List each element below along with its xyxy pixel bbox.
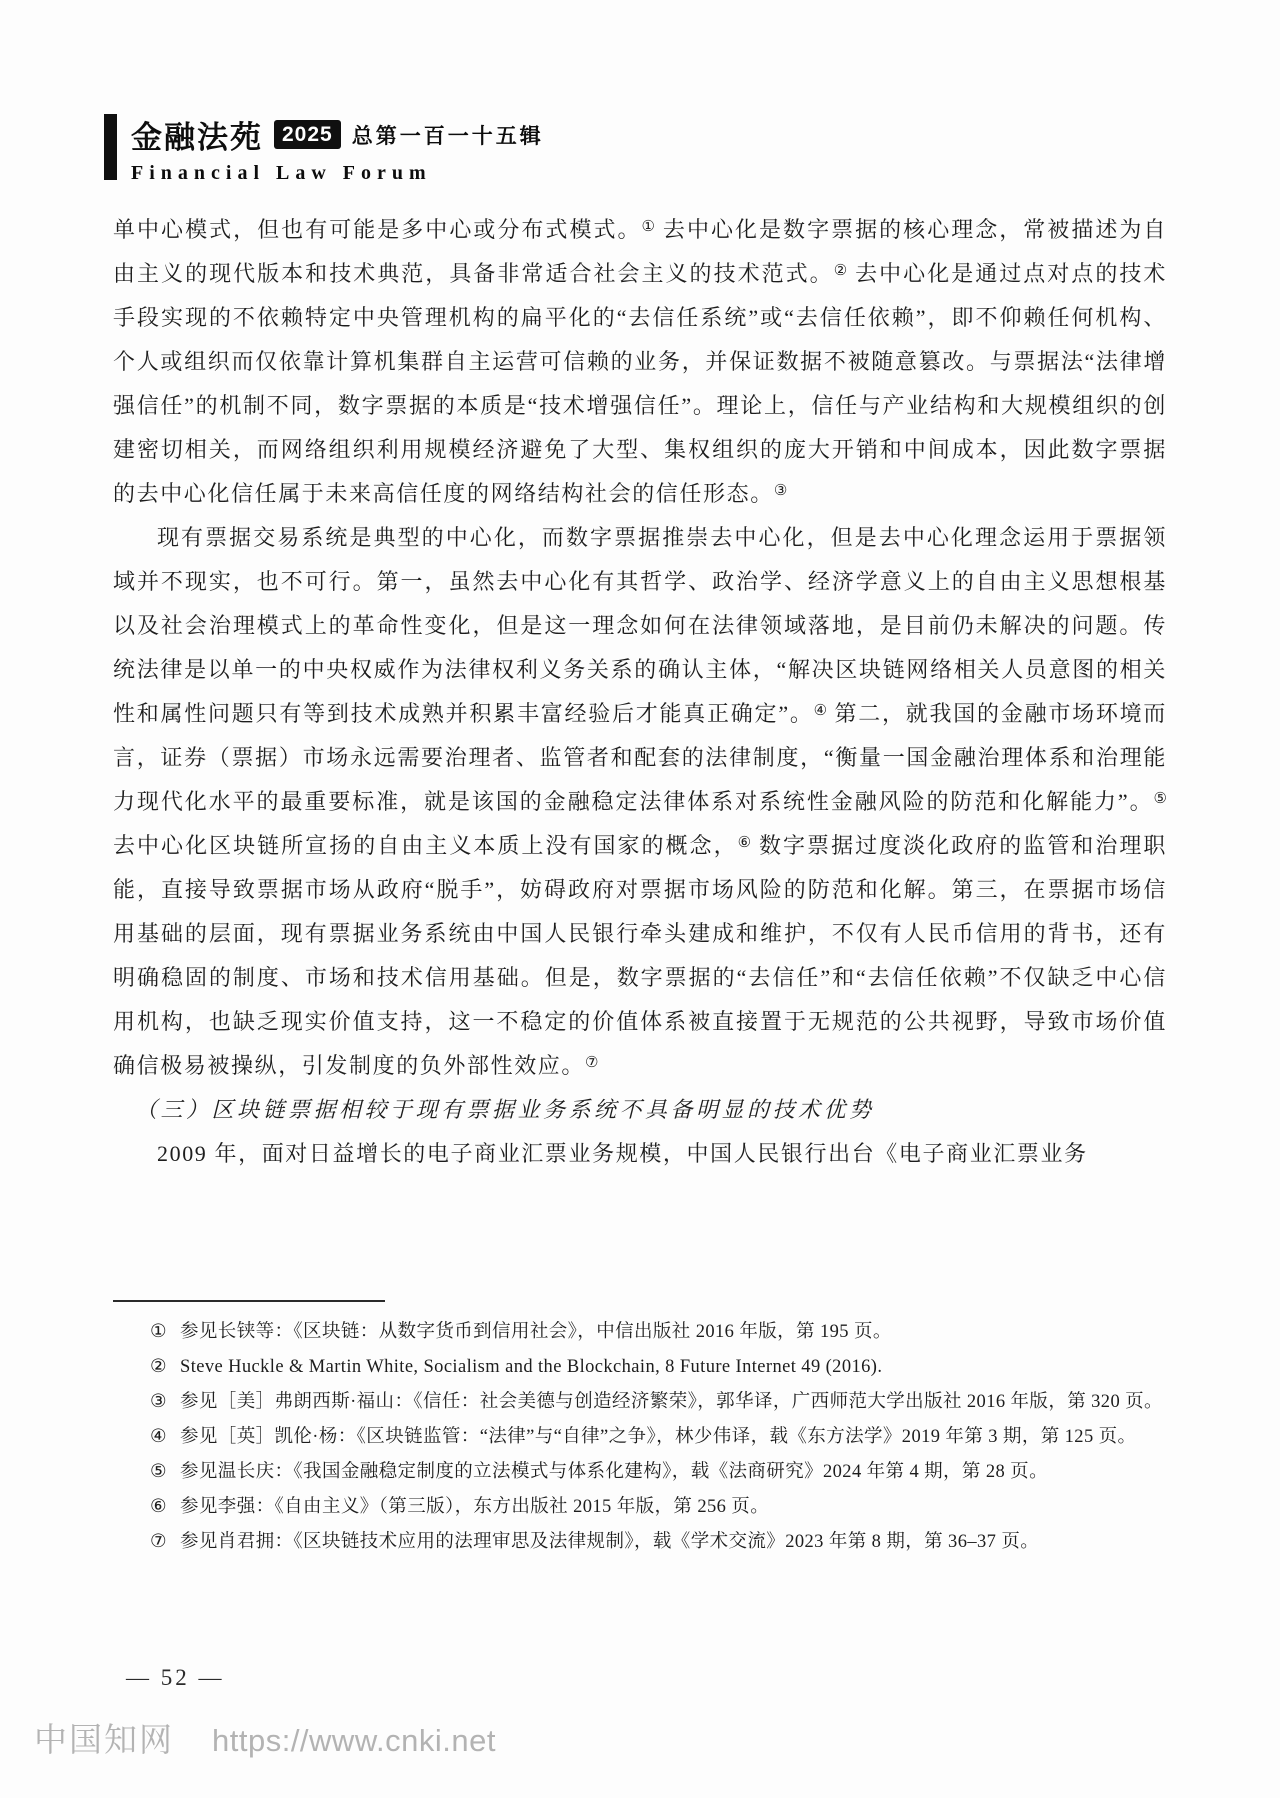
footnote-ref: ⑥	[737, 835, 752, 851]
page-header	[104, 112, 544, 185]
cnki-watermark	[34, 1714, 496, 1761]
footnote-list	[113, 1315, 1167, 1560]
footnote-number: ③	[150, 1392, 167, 1412]
footnote: ③ 参见［美］弗朗西斯·福山：《信任：社会美德与创造经济繁荣》，郭华译，广西师范大学出版社 2016 年版，第 320 页。	[150, 1392, 1163, 1412]
article-body	[113, 208, 1167, 1176]
footnote: ① 参见长铗等：《区块链：从数字货币到信用社会》，中信出版社 2016 年版，第 195 页。	[150, 1322, 892, 1342]
header-accent-bar	[104, 114, 117, 180]
footnote: ⑥ 参见李强：《自由主义》（第三版），东方出版社 2015 年版，第 256 页。	[150, 1497, 770, 1517]
footnote-ref: ③	[773, 483, 788, 499]
header-text	[131, 112, 544, 185]
section-heading: （三）区块链票据相较于现有票据业务系统不具备明显的技术优势	[135, 1097, 875, 1122]
footnote-number: ②	[150, 1357, 167, 1377]
footnote: ⑦ 参见肖君拥：《区块链技术应用的法理审思及法律规制》，载《学术交流》2023 年第 8 期，第 36–37 页。	[150, 1532, 1040, 1552]
watermark-site-url: https://www.cnki.net	[212, 1723, 496, 1758]
body-paragraph: 单中心模式，但也有可能是多中心或分布式模式。① 去中心化是数字票据的核心理念，常被描述为自由主义的现代版本和技术典范，具备非常适合社会主义的技术范式。② 去中心化是通过点对点的技术手段实现的不依赖特定中央管理机构的扁平化的“去信任系统”或“去信任依赖”，即不仰赖任何机构、个人或组织而仅依靠计算机集群自主运营可信赖的业务，并保证数据不被随意篡改。与票据法“法律增强信任”的机制不同，数字票据的本质是“技术增强信任”。理论上，信任与产业结构和大规模组织的创建密切相关，而网络组织利用规模经济避免了大型、集权组织的庞大开销和中间成本，因此数字票据的去中心化信任属于未来高信任度的网络结构社会的信任形态。③	[113, 217, 1168, 506]
issue-label: 总第一百一十五辑	[351, 124, 544, 148]
footnote-ref: ⑦	[585, 1055, 599, 1071]
watermark-site-name: 中国知网	[34, 1721, 174, 1758]
year-badge: 2025	[274, 120, 341, 149]
footnote-divider	[113, 1300, 385, 1302]
journal-title: 金融法苑	[131, 120, 263, 155]
footnotes-section	[113, 1300, 1167, 1560]
footnote-ref: ①	[641, 219, 656, 235]
journal-subtitle: Financial Law Forum	[131, 162, 432, 184]
footnote: ② Steve Huckle & Martin White, Socialism and the Blockchain, 8 Future Internet 49 (2016).	[150, 1357, 883, 1377]
footnote-number: ④	[150, 1427, 167, 1447]
footnote: ⑤ 参见温长庆：《我国金融稳定制度的立法模式与体系化建构》，载《法商研究》2024 年第 4 期，第 28 页。	[150, 1462, 1048, 1482]
footnote-number: ⑦	[150, 1532, 167, 1552]
body-paragraph-trailing: 2009 年，面对日益增长的电子商业汇票业务规模，中国人民银行出台《电子商业汇票业务	[157, 1141, 1088, 1166]
footnote-ref: ④	[813, 703, 828, 719]
footnote-number: ①	[150, 1322, 167, 1342]
footnote: ④ 参见［英］凯伦·杨：《区块链监管：“法律”与“自律”之争》，林少伟译，载《东方法学》2019 年第 3 期，第 125 页。	[150, 1427, 1137, 1447]
footnote-ref: ②	[833, 263, 848, 279]
body-paragraph: 现有票据交易系统是典型的中心化，而数字票据推崇去中心化，但是去中心化理念运用于票据领域并不现实，也不可行。第一，虽然去中心化有其哲学、政治学、经济学意义上的自由主义思想根基以及社会治理模式上的革命性变化，但是这一理念如何在法律领域落地，是目前仍未解决的问题。传统法律是以单一的中央权威作为法律权利义务关系的确认主体，“解决区块链网络相关人员意图的相关性和属性问题只有等到技术成熟并积累丰富经验后才能真正确定”。④ 第二，就我国的金融市场环境而言，证券（票据）市场永远需要治理者、监管者和配套的法律制度，“衡量一国金融治理体系和治理能力现代化水平的最重要标准，就是该国的金融稳定法律体系对系统性金融风险的防范和化解能力”。⑤ 去中心化区块链所宣扬的自由主义本质上没有国家的概念，⑥ 数字票据过度淡化政府的监管和治理职能，直接导致票据市场从政府“脱手”，妨碍政府对票据市场风险的防范和化解。第三，在票据市场信用基础的层面，现有票据业务系统由中国人民银行牵头建成和维护，不仅有人民币信用的背书，还有明确稳固的制度、市场和技术信用基础。但是，数字票据的“去信任”和“去信任依赖”不仅缺乏中心信用机构，也缺乏现实价值支持，这一不稳定的价值体系被直接置于无规范的公共视野，导致市场价值确信极易被操纵，引发制度的负外部性效应。⑦	[113, 525, 1167, 1078]
footnote-number: ⑥	[150, 1497, 167, 1517]
page-number: — 52 —	[126, 1665, 225, 1690]
paragraphs-container	[113, 208, 1167, 1088]
footnote-ref: ⑤	[1153, 791, 1167, 807]
footnote-number: ⑤	[150, 1462, 167, 1482]
